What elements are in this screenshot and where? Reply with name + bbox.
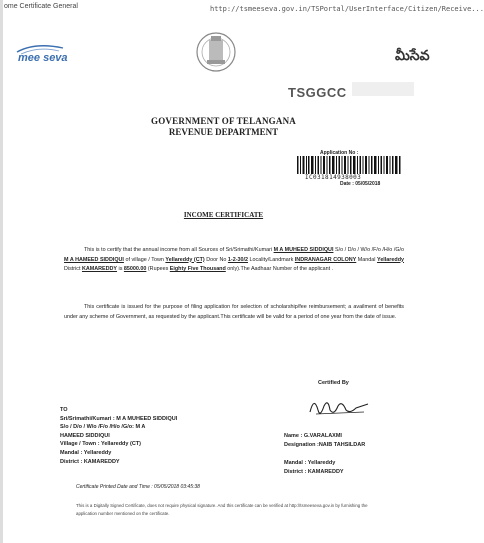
recipient-address	[60, 406, 177, 466]
locality-name: INDRANAGAR COLONY	[294, 256, 357, 263]
scan-edge	[0, 0, 3, 543]
department-name: REVENUE DEPARTMENT	[168, 127, 279, 137]
certificate-title: INCOME CERTIFICATE	[183, 211, 264, 219]
recipient-district: District : KAMAREDDY	[60, 458, 120, 465]
faded-stamp	[352, 82, 414, 96]
recipient-relation: S/o / D/o / W/o /F/o /H/o /G/o: M A	[60, 424, 146, 431]
door-number: 1-2-30/2	[227, 256, 248, 263]
officer-district: District : KAMAREDDY	[284, 468, 344, 475]
father-name: M A HAMEED SIDDIQUI	[64, 256, 124, 263]
income-amount: 85000.00	[123, 266, 147, 273]
recipient-village: Village / Town : Yellareddy (CT)	[60, 441, 141, 448]
print-header-title: ome Certificate General	[4, 3, 78, 10]
recipient-mandal: Mandal : Yellareddy	[60, 449, 112, 456]
government-name: GOVERNMENT OF TELANGANA	[151, 116, 296, 126]
certificate-body-paragraph-2: This certificate is issued for the purpose of filing application for selection of scholarship/fee reimbursement; a availment of benefits under any scheme of Government, as requested by the applicant.This certificate will be valid for a period of one year from the date of issue.	[64, 304, 404, 320]
mandal-name: Yellareddy	[377, 256, 404, 263]
tsggcc-mark: TSGGCC	[288, 85, 347, 100]
print-header-url: http://tsmeeseva.gov.in/TSPortal/UserInterface/Citizen/Receive...	[210, 5, 484, 13]
barcode-icon	[297, 156, 401, 174]
recipient-name: Sri/Srimathi/Kumari : M A MUHEED SIDDIQUI	[60, 415, 178, 422]
printed-datetime: Certificate Printed Date and Time : 05/05/2018 03:45:38	[76, 484, 200, 490]
applicant-name: M A MUHEED SIDDIQUI	[273, 247, 334, 253]
village-name: Yellareddy (CT)	[165, 256, 205, 263]
income-amount-words: Eighty Five Thousand	[169, 266, 226, 273]
digital-signature-note: This is a Digitally Signed Certificate, does not require physical signature. And this certificate can be verified at http://tsmeeseva.gov.in by furnishing the application number mentioned on the certificate.	[76, 503, 368, 516]
district-name: KAMAREDDY	[81, 266, 118, 273]
application-number: IC031814938003	[305, 174, 362, 181]
application-number-label: Application No :	[320, 150, 359, 156]
recipient-relation-name: HAMEED SIDDIQUI	[60, 432, 110, 439]
certified-by-label: Certified By	[318, 380, 349, 386]
officer-designation: Designation :NAIB TAHSILDAR	[284, 441, 366, 448]
issue-date: Date : 05/05/2018	[340, 181, 381, 187]
telangana-emblem-icon	[195, 28, 237, 76]
certificate-body-paragraph-1: This is to certify that the annual income from all Sources of Sri/Srimathi/Kumari M A MUHEED SIDDIQUI S/o / D/o / W/o /F/o /H/o /G/o M A HAMEED SIDDIQUI of village / Town Yellareddy (CT) Door No 1-2-30/2 Locality/Landmark INDRANAGAR COLONY Mandal Yellareddy District KAMAREDDY is 85000.00 (Rupees Eighty Five Thousand only).The Aadhaar Number of the applicant .	[64, 247, 405, 273]
meeseva-logo: mee seva	[18, 52, 68, 64]
officer-mandal: Mandal : Yellareddy	[284, 460, 336, 467]
signature-icon	[306, 392, 376, 422]
officer-name: Name : G.VARALAXMI	[284, 433, 342, 439]
officer-details	[284, 432, 365, 476]
meeseva-telugu-logo: మీసేవ	[395, 48, 430, 64]
to-label: TO	[60, 407, 68, 413]
